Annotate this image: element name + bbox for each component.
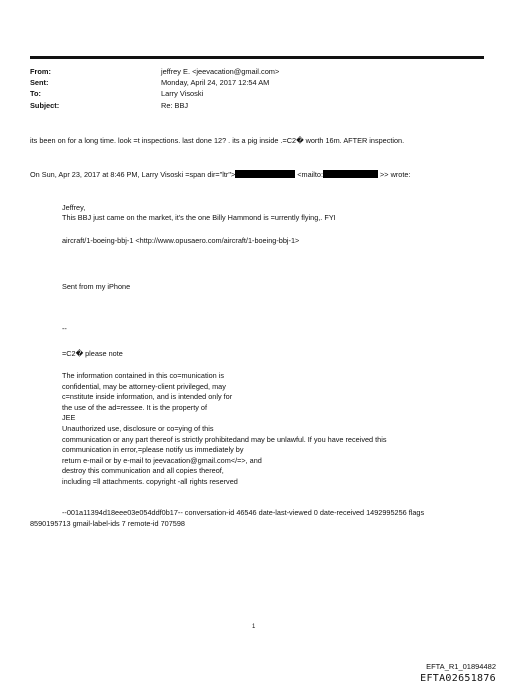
meta-line-2: 8590195713 gmail-label-ids 7 remote-id 707598 bbox=[30, 519, 185, 528]
page-number: 1 bbox=[252, 624, 256, 630]
aircraft-link[interactable]: aircraft/1-boeing-bbj-1 <http://www.opusaero.com/aircraft/1-boeing-bbj-1> bbox=[62, 236, 300, 245]
disclaimer-line: c=nstitute inside information, and is intended only for bbox=[62, 392, 233, 402]
header-rule bbox=[30, 56, 484, 59]
dashes: -- bbox=[62, 324, 67, 333]
disclaimer-block bbox=[62, 371, 386, 488]
from-row bbox=[30, 66, 279, 77]
meta-line-1: --001a11394d18eee03e054ddf0b17-- conversation-id 46546 date-last-viewed 0 date-received 1492995256 flags bbox=[62, 508, 425, 517]
greeting: Jeffrey, bbox=[62, 203, 86, 212]
disclaimer-line: the use of the ad=ressee. It is the property of bbox=[62, 402, 208, 412]
efta-stamp-large: EFTA02651876 bbox=[420, 673, 496, 684]
please-note: =C2� please note bbox=[62, 349, 123, 358]
sent-label: Sent: bbox=[30, 78, 49, 88]
quote-intro-mailto: <mailto: bbox=[297, 170, 324, 179]
from-value: jeffrey E. <jeevacation@gmail.com> bbox=[161, 67, 280, 76]
disclaimer-line: including =ll attachments. copyright -all rights reserved bbox=[62, 476, 238, 486]
disclaimer-line: The information contained in this co=munication is bbox=[62, 371, 225, 380]
redaction-bar bbox=[235, 170, 295, 178]
to-row bbox=[30, 88, 279, 99]
subject-row bbox=[30, 100, 279, 111]
message-text: This BBJ just came on the market, it's the one Billy Hammond is =urrently flying,. FYI bbox=[62, 213, 336, 222]
disclaimer-line: communication in error,=please notify us immediately by bbox=[62, 445, 244, 455]
quote-intro-end: >> wrote: bbox=[380, 170, 411, 179]
subject-value: Re: BBJ bbox=[161, 100, 189, 110]
quote-intro bbox=[30, 170, 410, 181]
disclaimer-line: JEE bbox=[62, 413, 76, 423]
quote-intro-start: On Sun, Apr 23, 2017 at 8:46 PM, Larry Visoski =span dir="ltr"> bbox=[30, 170, 236, 179]
disclaimer-line: communication or any part thereof is strictly prohibitedand may be unlawful. If you have received this bbox=[62, 434, 387, 444]
signoff: Sent from my iPhone bbox=[62, 282, 131, 291]
disclaimer-line: Unauthorized use, disclosure or co=ying of this bbox=[62, 423, 214, 433]
email-header bbox=[30, 66, 279, 111]
reply-line: its been on for a long time. look =t inspections. last done 12? . its a pig inside .=C2� worth 16m. AFTER inspection. bbox=[30, 136, 405, 145]
subject-label: Subject: bbox=[30, 100, 60, 110]
from-label: From: bbox=[30, 67, 51, 76]
redaction-bar bbox=[323, 170, 378, 178]
efta-stamp-small: EFTA_R1_01894482 bbox=[426, 662, 496, 671]
to-label: To: bbox=[30, 89, 41, 99]
sent-value: Monday, April 24, 2017 12:54 AM bbox=[161, 78, 270, 88]
sent-row bbox=[30, 77, 279, 88]
to-value: Larry Visoski bbox=[161, 89, 204, 99]
disclaimer-line: destroy this communication and all copies thereof, bbox=[62, 466, 224, 476]
disclaimer-line: confidential, may be attorney-client privileged, may bbox=[62, 381, 226, 391]
disclaimer-line: return e-mail or by e-mail to jeevacation@gmail.com</=>, and bbox=[62, 455, 262, 465]
